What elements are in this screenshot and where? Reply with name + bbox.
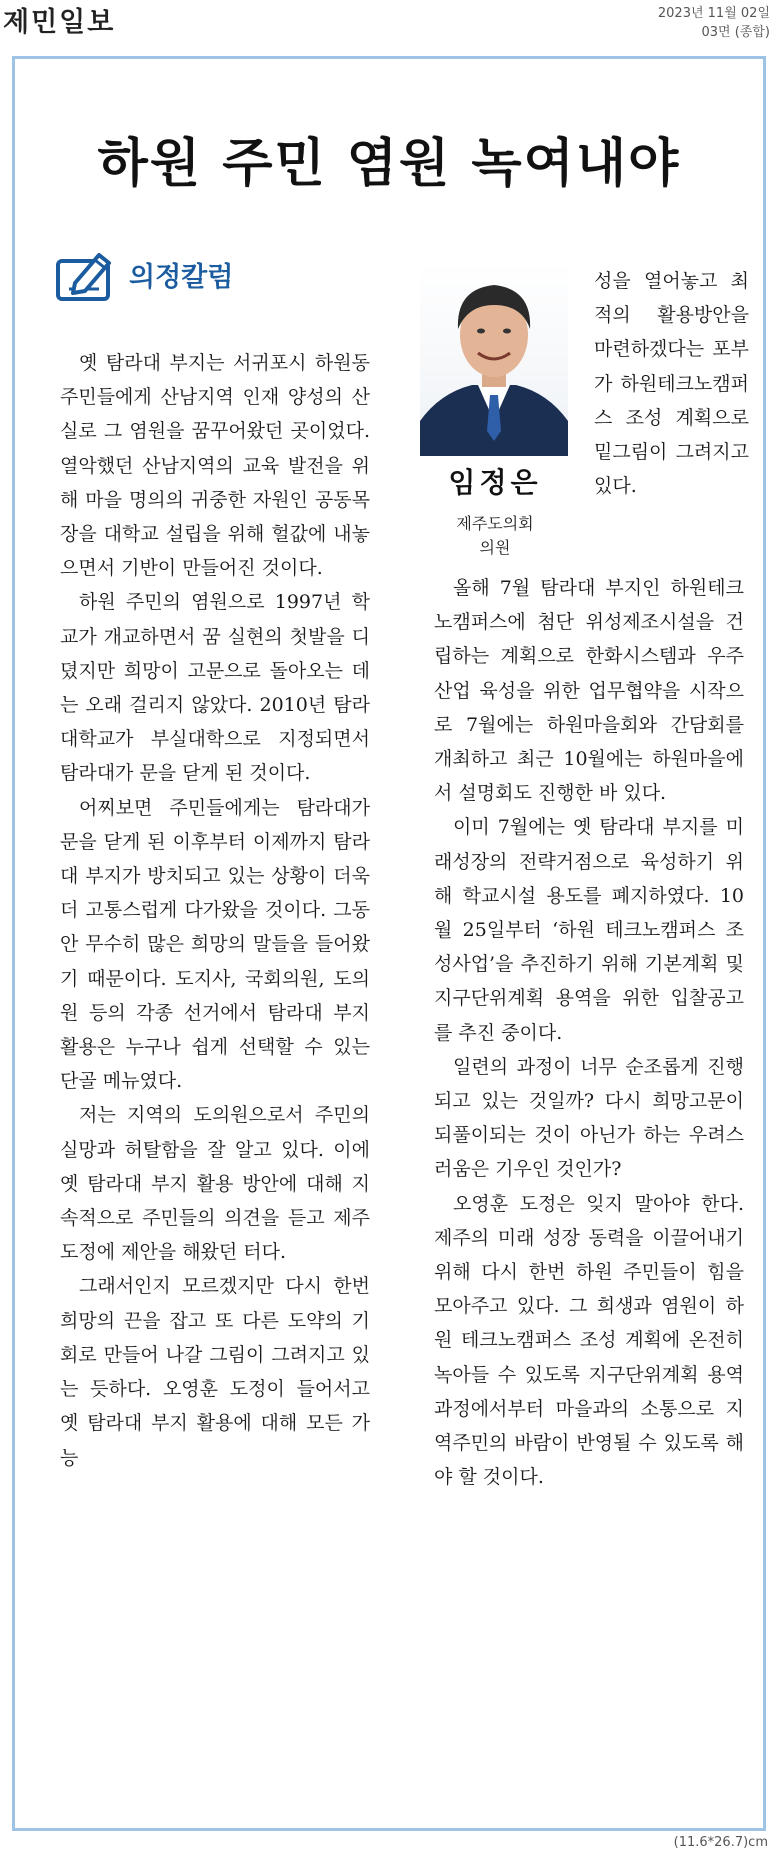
column-label: 의정칼럼	[129, 262, 234, 293]
clipping-size-note: (11.6*26.7)cm	[673, 1835, 768, 1850]
article-paragraph: 올해 7월 탐라대 부지인 하원테크노캠퍼스에 첨단 위성제조시설을 건립하는 계획으로 한화시스템과 우주산업 육성을 위한 업무협약을 시작으로 7월에는 하원마을회와 간담회를 개최하고 최근 10월에는 하원마을에서 설명회도 진행한 바 있다.	[434, 577, 744, 805]
article-paragraph: 하원 주민의 염원으로 1997년 학교가 개교하면서 꿈 실현의 첫발을 디뎠지만 희망이 고문으로 돌아오는 데는 오래 걸리지 않았다. 2010년 탐라대학교가 부실대학으로 지정되면서 탐라대가 문을 닫게 된 것이다.	[60, 591, 370, 785]
author-title	[412, 512, 578, 560]
article-paragraph: 어찌보면 주민들에게는 탐라대가 문을 닫게 된 이후부터 이제까지 탐라대 부지가 방치되고 있는 상황이 더욱더 고통스럽게 다가왔을 것이다. 그동안 무수히 많은 희망의 말들을 들어왔기 때문이다. 도지사, 국회의원, 도의원 등의 각종 선거에서 탐라대 부지 활용은 누구나 쉽게 선택할 수 있는 단골 메뉴였다.	[60, 796, 370, 1093]
masthead	[0, 0, 776, 56]
article-column-left	[60, 346, 370, 1475]
article-column-right	[434, 571, 744, 1494]
article-paragraph: 이미 7월에는 옛 탐라대 부지를 미래성장의 전략거점으로 육성하기 위해 학교시설 용도를 폐지하였다. 10월 25일부터 ‘하원 테크노캠퍼스 조성사업’을 추진하기 위해 기본계획 및 지구단위계획 용역을 위한 입찰공고를 추진 중이다.	[434, 816, 744, 1044]
author-name: 임정은	[448, 466, 542, 499]
article-paragraph: 옛 탐라대 부지는 서귀포시 하원동 주민들에게 산남지역 인재 양성의 산실로 그 염원을 꿈꾸어왔던 곳이었다. 열악했던 산남지역의 교육 발전을 위해 마을 명의의 귀중한 자원인 공동목장을 대학교 설립을 위해 헐값에 내놓으면서 기반이 만들어진 것이다.	[60, 352, 370, 580]
article-frame	[12, 56, 766, 1831]
author-affiliation: 제주도의회	[456, 514, 534, 533]
publication-date: 2023년 11월 02일	[657, 6, 770, 21]
article-column-right-top	[594, 264, 749, 503]
article-paragraph: 성을 열어놓고 최적의 활용방안을 마련하겠다는 포부가 하원테크노캠퍼스 조성 계획으로 밑그림이 그려지고 있다.	[594, 270, 749, 498]
author-portrait	[420, 261, 568, 456]
article-paragraph: 오영훈 도정은 잊지 말아야 한다. 제주의 미래 성장 동력을 이끌어내기 위해 다시 한번 하원 주민들이 힘을 모아주고 있다. 그 희생과 염원이 하원 테크노캠퍼스 조성 계획에 온전히 녹아들 수 있도록 지구단위계획 용역 과정에서부터 마을과의 소통으로 지역주민의 바람이 반영될 수 있도록 해야 할 것이다.	[434, 1192, 744, 1489]
author-position: 의원	[479, 538, 511, 557]
newspaper-name: 제민일보	[3, 7, 116, 38]
article-paragraph: 일련의 과정이 너무 순조롭게 진행되고 있는 것일까? 다시 희망고문이 되풀이되는 것이 아닌가 하는 우려스러움은 기우인 것인가?	[434, 1055, 744, 1181]
pen-icon	[55, 247, 117, 303]
article-paragraph: 그래서인지 모르겠지만 다시 한번 희망의 끈을 잡고 또 다른 도약의 기회로 만들어 나갈 그림이 그려지고 있는 듯하다. 오영훈 도정이 들어서고 옛 탐라대 부지 활용에 대해 모든 가능	[60, 1275, 370, 1469]
article-headline: 하원 주민 염원 녹여내야	[97, 133, 681, 194]
page-section: 03면 (종합)	[701, 25, 770, 40]
article-paragraph: 저는 지역의 도의원으로서 주민의 실망과 허탈함을 잘 알고 있다. 이에 옛 탐라대 부지 활용 방안에 대해 지속적으로 주민들의 의견을 듣고 제주도정에 제안을 해왔던 터다.	[60, 1104, 370, 1264]
